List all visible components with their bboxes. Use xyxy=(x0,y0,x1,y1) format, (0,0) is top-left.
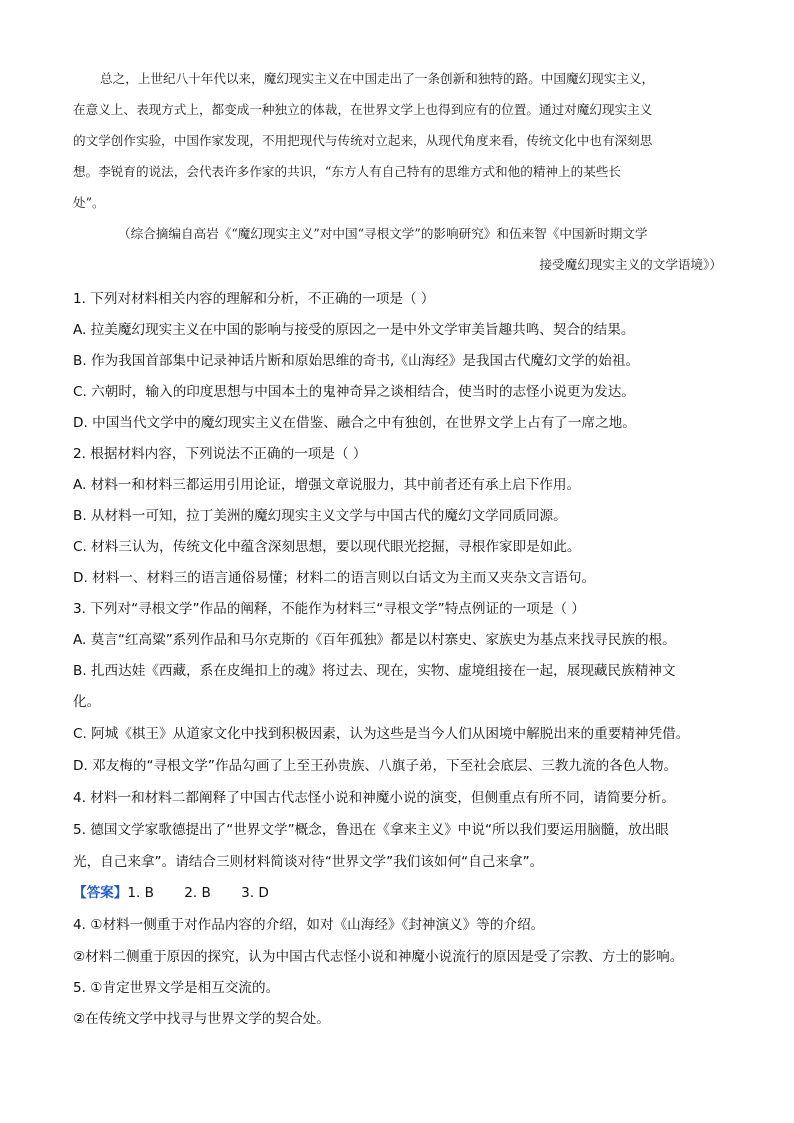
option-d: D. 材料一、材料三的语言通俗易懂；材料二的语言则以白话文为主而又夹杂文言语句。 xyxy=(73,570,596,586)
answer-label: 【答案】 xyxy=(73,885,128,901)
option-b-continued: 化。 xyxy=(73,694,101,710)
question-stem: 1. 下列对材料相关内容的理解和分析，不正确的一项是（ ） xyxy=(73,291,435,307)
mc-answers: 1. B 2. B 3. D xyxy=(127,885,269,901)
option-c: C. 阿城《棋王》从道家文化中找到积极因素，认为这些是当今人们从困境中解脱出来的重要精神凭借。 xyxy=(73,726,690,742)
answer-line: 4. ①材料一侧重于对作品内容的介绍，如对《山海经》《封神演义》等的介绍。 xyxy=(73,917,545,933)
question-stem-continued: 光，自己来拿”。请结合三则材料简谈对待“世界文学”我们该如何“自己来拿”。 xyxy=(73,854,544,870)
option-b: B. 扎西达娃《西藏，系在皮绳扣上的魂》将过去、现在，实物、虚境组接在一起，展现藏民族精神文 xyxy=(73,663,676,679)
option-b: B. 从材料一可知，拉丁美洲的魔幻现实主义文学与中国古代的魔幻文学同质同源。 xyxy=(73,508,567,524)
question-stem: 4. 材料一和材料二都阐释了中国古代志怪小说和神魔小说的演变，但侧重点有所不同，请简要分析。 xyxy=(73,790,675,806)
passage-line: 在意义上、表现方式上，都变成一种独立的体裁，在世界文学上也得到应有的位置。通过对魔幻现实主义 xyxy=(73,102,653,117)
option-d: D. 邓友梅的“寻根文学”作品勾画了上至王孙贵族、八旗子弟，下至社会底层、三教九流的各色人物。 xyxy=(73,758,678,774)
answer-key xyxy=(73,881,269,901)
passage-line: 总之，上世纪八十年代以来，魔幻现实主义在中国走出了一条创新和独特的路。中国魔幻现实主义， xyxy=(100,71,655,86)
answer-line: ②在传统文学中找寻与世界文学的契合处。 xyxy=(73,1011,330,1027)
option-a: A. 拉美魔幻现实主义在中国的影响与接受的原因之一是中外文学审美旨趣共鸣、契合的结果。 xyxy=(73,322,635,338)
option-b: B. 作为我国首部集中记录神话片断和原始思维的奇书,《山海经》是我国古代魔幻文学的始祖。 xyxy=(73,353,640,369)
question-stem: 5. 德国文学家歌德提出了“世界文学”概念，鲁迅在《拿来主义》中说“所以我们要运用脑髓，放出眼 xyxy=(73,822,669,838)
option-a: A. 材料一和材料三都运用引用论证，增强文章说服力，其中前者还有承上启下作用。 xyxy=(73,477,581,493)
question-stem: 3. 下列对“寻根文学”作品的阐释，不能作为材料三“寻根文学”特点例证的一项是（ ） xyxy=(73,601,585,617)
option-c: C. 材料三认为，传统文化中蕴含深刻思想，要以现代眼光挖掘，寻根作家即是如此。 xyxy=(73,539,581,555)
passage-line: 处”。 xyxy=(73,195,105,210)
source-citation: 接受魔幻现实主义的文学语境》） xyxy=(539,257,722,272)
answer-line: 5. ①肯定世界文学是相互交流的。 xyxy=(73,980,280,996)
answer-line: ②材料二侧重于原因的探究，认为中国古代志怪小说和神魔小说流行的原因是受了宗教、方士的影响。 xyxy=(73,949,684,965)
passage-line: 的文学创作实验，中国作家发现，不用把现代与传统对立起来，从现代角度来看，传统文化中也有深刻思 xyxy=(73,133,653,148)
option-a: A. 莫言“红高粱”系列作品和马尔克斯的《百年孤独》都是以村寨史、家族史为基点来找寻民族的根。 xyxy=(73,632,676,648)
source-citation: （综合摘编自高岩《“魔幻现实主义”对中国“寻根文学”的影响研究》和伍来智《中国新时期文学 xyxy=(118,226,648,241)
question-stem: 2. 根据材料内容，下列说法不正确的一项是（ ） xyxy=(73,446,367,462)
option-c: C. 六朝时，输入的印度思想与中国本土的鬼神奇异之谈相结合，使当时的志怪小说更为发达。 xyxy=(73,384,635,400)
passage-line: 想。李锐育的说法，会代表许多作家的共识，“东方人有自己特有的思维方式和他的精神上的某些长 xyxy=(73,164,621,179)
option-d: D. 中国当代文学中的魔幻现实主义在借鉴、融合之中有独创，在世界文学上占有了一席之地。 xyxy=(73,415,636,431)
